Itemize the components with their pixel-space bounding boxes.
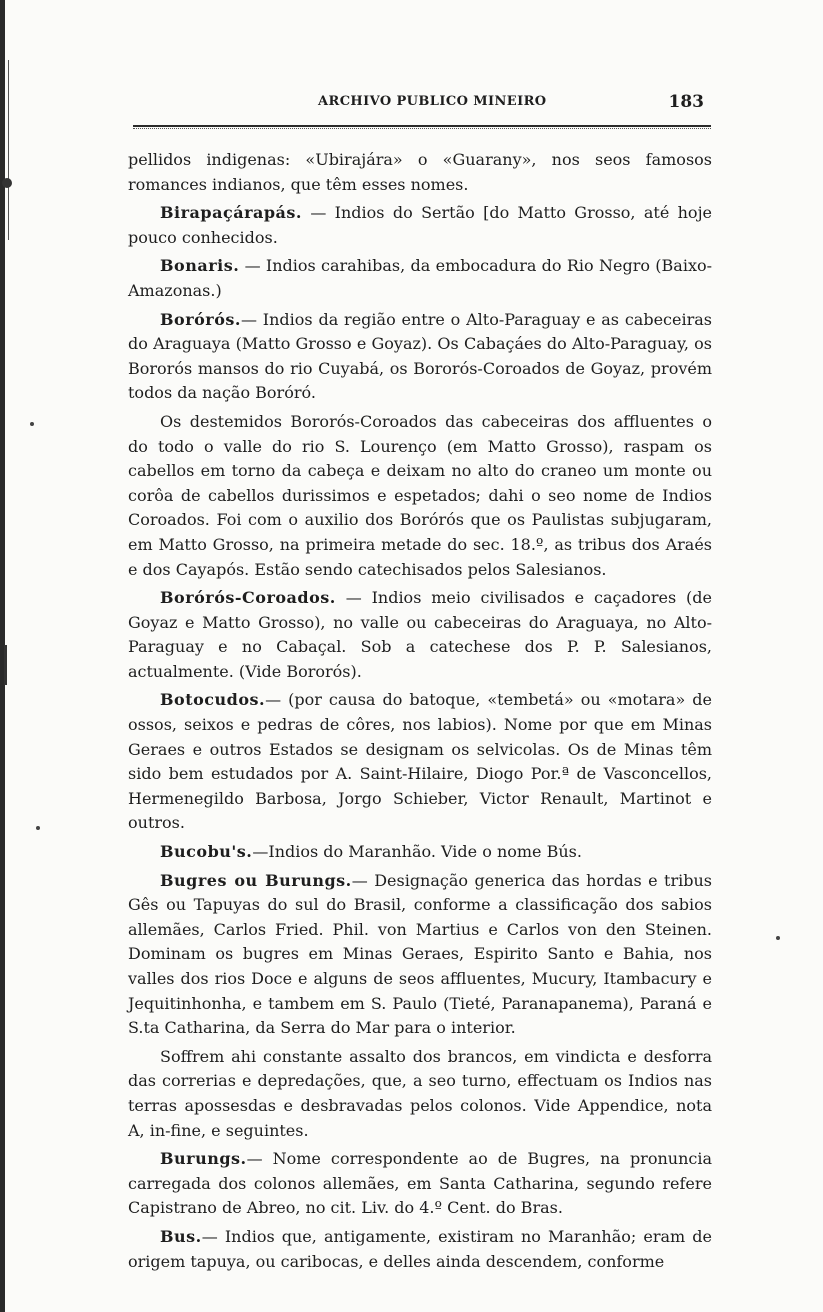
entry-text: — Indios carahibas, da embocadura do Rio Negro (Baixo-Amazonas.) <box>128 256 712 300</box>
margin-dot <box>30 422 34 426</box>
margin-mark <box>4 645 7 685</box>
entry-headword: Bucobu's. <box>160 842 253 862</box>
body-text <box>128 148 712 1278</box>
entry-headword: Borórós-Coroados. <box>160 588 336 608</box>
dictionary-entry <box>128 688 712 836</box>
page-number: 183 <box>668 92 704 112</box>
margin-dot <box>776 936 780 940</box>
paragraph <box>128 410 712 582</box>
dictionary-entry <box>128 201 712 250</box>
entry-text: — Indios do Sertão [do Matto Grosso, até hoje pouco conhecidos. <box>128 203 712 247</box>
header-rule-dotted <box>133 128 711 129</box>
paragraph-text: Soffrem ahi constante assalto dos brancos, em vindicta e desforra das correrias e depredações, que, a seo turno, effectuam os Indios nas terras apossesdas e desbravadas pelos colonos. Vide Appendice, nota A, in-fine, e seguintes. <box>128 1046 712 1140</box>
entry-text: —Indios do Maranhão. Vide o nome Bús. <box>252 842 582 862</box>
header-rule <box>133 125 711 127</box>
entry-headword: Burungs. <box>160 1149 247 1169</box>
entry-text: — Indios meio civilisados e caçadores (de Goyaz e Matto Grosso), no valle ou cabeceiras do Araguaya, no Alto-Paraguay e no Cabaçal. Sob a catechese dos P. P. Salesianos, actualmente. (Vide Bororós). <box>128 588 712 681</box>
paragraph <box>128 1045 712 1143</box>
dictionary-entry <box>128 1147 712 1221</box>
margin-blot <box>2 178 12 188</box>
entry-text: — (por causa do batoque, «tembetá» ou «motara» de ossos, seixos e pedras de côres, nos labios). Nome por que em Minas Geraes e outros Estados se designam os selvicolas. Os de Minas têm sido bem estudados por A. Saint-Hilaire, Diogo Por.ª de Vasconcellos, Hermenegildo Barbosa, Jorgo Schieber, Victor Renault, Martinot e outros. <box>128 690 712 833</box>
entry-text: — Indios da região entre o Alto-Paraguay e as cabeceiras do Araguaya (Matto Grosso e Goyaz). Os Cabaçáes do Alto-Paraguay, os Bororós mansos do rio Cuyabá, os Bororós-Coroados de Goyaz, provém todos da nação Boróró. <box>128 309 712 403</box>
dictionary-entry <box>128 840 712 865</box>
running-title: ARCHIVO PUBLICO MINEIRO <box>318 94 547 109</box>
margin-dot <box>36 826 40 830</box>
entry-headword: Bus. <box>160 1226 202 1246</box>
entry-headword: Borórós. <box>160 309 241 329</box>
entry-headword: Bugres ou Burungs. <box>160 870 352 890</box>
page-edge-line <box>8 60 9 240</box>
paragraph <box>128 148 712 197</box>
entry-text: — Nome correspondente ao de Bugres, na pronuncia carregada dos colonos allemães, em Santa Catharina, segundo refere Capistrano de Abreo, no cit. Liv. do 4.º Cent. do Bras. <box>128 1149 712 1218</box>
page-header <box>130 92 710 118</box>
dictionary-entry <box>128 254 712 303</box>
dictionary-entry <box>128 1225 712 1274</box>
entry-text: — Designação generica das hordas e tribus Gês ou Tapuyas do sul do Brasil, conforme a classificação dos sabios allemães, Carlos Fried. Phil. von Martius e Carlos von den Steinen. Dominam os bugres em Minas Geraes, Espirito Santo e Bahia, nos valles dos rios Doce e alguns de seos affluentes, Mucury, Itambacury e Jequitinhonha, e tambem em S. Paulo (Tieté, Paranapanema), Paraná e S.ta Catharina, da Serra do Mar para o interior. <box>128 870 712 1038</box>
entry-headword: Botocudos. <box>160 690 266 710</box>
dictionary-entry <box>128 869 712 1041</box>
paragraph-text: Os destemidos Bororós-Coroados das cabeceiras dos affluentes o do todo o valle do rio S. Lourenço (em Matto Grosso), raspam os cabellos em torno da cabeça e deixam no alto do craneo um monte ou corôa de cabellos durissimos e espetados; dahi o seo nome de Indios Coroados. Foi com o auxilio dos Borórós que os Paulistas subjugaram, em Matto Grosso, na primeira metade do sec. 18.º, as tribus dos Araés e dos Cayapós. Estão sendo catechisados pelos Salesianos. <box>128 411 712 579</box>
entry-headword: Birapaçárapás. <box>160 203 302 223</box>
dictionary-entry <box>128 308 712 406</box>
paragraph-text: pellidos indigenas: «Ubirajára» o «Guarany», nos seos famosos romances indianos, que têm esses nomes. <box>128 150 712 194</box>
entry-text: — Indios que, antigamente, existiram no Maranhão; eram de origem tapuya, ou caribocas, e delles ainda descendem, conforme <box>128 1226 712 1271</box>
dictionary-entry <box>128 586 712 684</box>
entry-headword: Bonaris. <box>160 256 240 276</box>
